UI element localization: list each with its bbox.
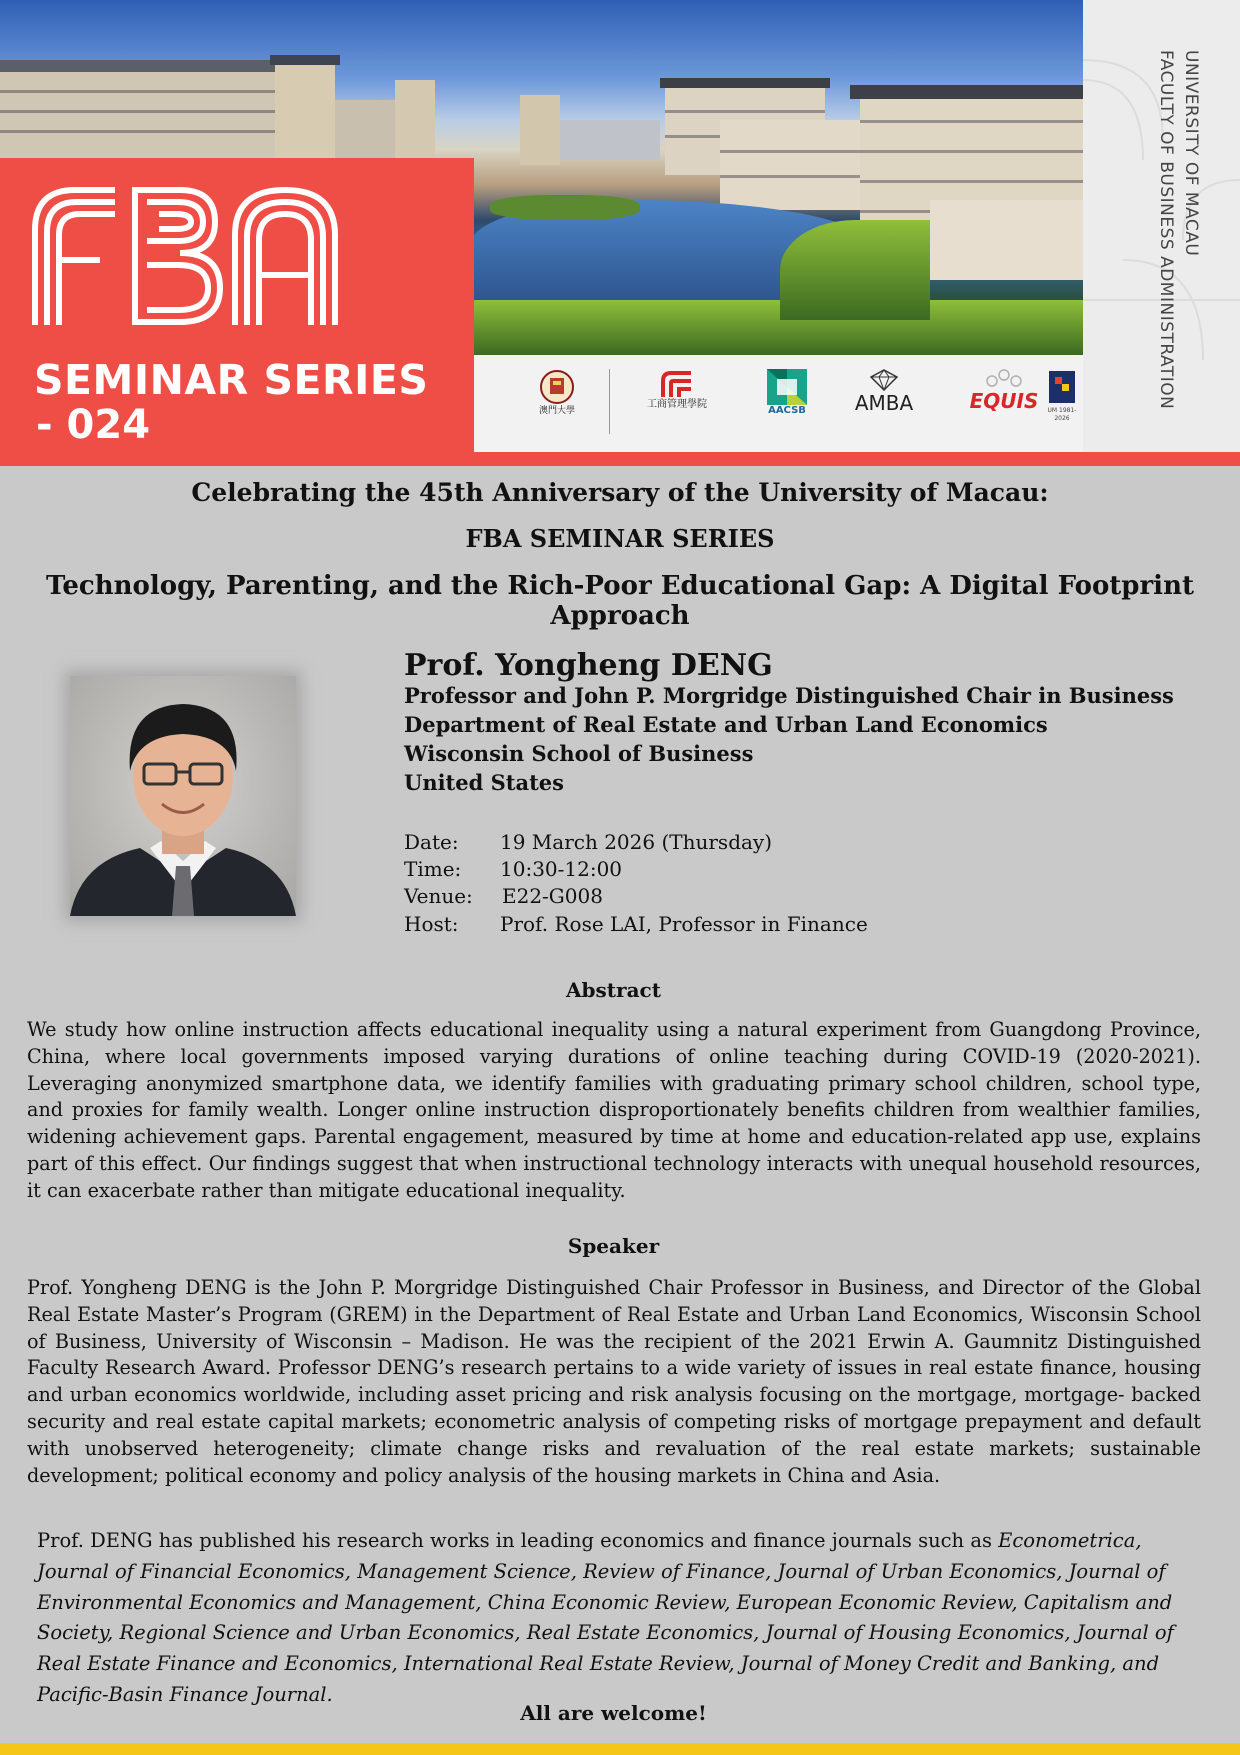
banner xyxy=(0,0,1240,466)
equis-logo: EQUIS xyxy=(949,369,1059,413)
speaker-name: Prof. Yongheng DENG xyxy=(404,648,773,683)
series-number: - 024 xyxy=(36,402,151,448)
accreditation-logo-strip xyxy=(474,355,1083,452)
um-seal-icon xyxy=(539,369,575,405)
speaker-department: Department of Real Estate and Urban Land Economics xyxy=(404,712,1048,737)
banner-red-bar xyxy=(474,452,1240,466)
um-seal-logo: 澳門大學 xyxy=(522,369,592,415)
speaker-bio: Prof. Yongheng DENG is the John P. Morgridge Distinguished Chair Professor in Business, and Director of the Global Real Estate Master’s Program (GREM) in the Department of Real Estate and Urban Land Economics, Wisconsin School of Business, University of Wisconsin – Madison. He was the recipient of the 2021 Erwin A. Gaumnitz Distinguished Faculty Research Award. Professor DENG’s research pertains to a wide variety of issues in real estate finance, housing and urban economics worldwide, including asset pricing and risk analysis focusing on the mortgage, mortgage- backed security and real estate capital markets; econometric analysis of competing risks of mortgage prepayment and default with unobserved heterogeneity; climate change risks and revaluation of the real estate markets; sustainable development; political economy and policy analysis of the housing markets in China and Asia. xyxy=(27,1276,1201,1487)
side-text-faculty: FACULTY OF BUSINESS ADMINISTRATION xyxy=(1156,50,1176,410)
um-anniversary-logo: UM 1981-2026 xyxy=(1042,369,1082,423)
venue-value: E22-G008 xyxy=(502,884,603,908)
aacsb-logo: AACSB xyxy=(757,369,817,416)
side-panel xyxy=(1083,0,1240,452)
abstract-text: We study how online instruction affects educational inequality using a natural experiment from Guangdong Province, China, where local governments imposed varying durations of online teaching during COVID-19 (2020-2021). Leveraging anonymized smartphone data, we identify families with graduating primary school children, school type, and proxies for family wealth. Longer online instruction disproportionately benefits children from wealthier families, widening achievement gaps. Parental engagement, measured by time at home and education-related app use, explains part of this effect. Our findings suggest that when instructional technology interacts with unequal household resources, it can exacerbate rather than mitigate educational inequality. xyxy=(27,1018,1201,1202)
speaker-country: United States xyxy=(404,770,564,795)
footer-yellow-bar xyxy=(0,1743,1240,1755)
host-label: Host: xyxy=(404,912,459,936)
equis-dots-icon xyxy=(984,369,1024,389)
fba-mark-icon xyxy=(659,369,695,399)
time-label: Time: xyxy=(404,857,462,881)
amba-logo: AMBA xyxy=(839,369,929,415)
series-title: SEMINAR SERIES xyxy=(34,356,429,404)
welcome-note: All are welcome! xyxy=(520,1701,707,1725)
side-text-university: UNIVERSITY OF MACAU xyxy=(1181,50,1201,257)
speaker-photo-icon xyxy=(70,676,296,916)
speaker-title: Professor and John P. Morgridge Distinguished Chair in Business xyxy=(404,683,1174,708)
anniversary-heading: Celebrating the 45th Anniversary of the University of Macau: xyxy=(191,478,1049,507)
speaker-school: Wisconsin School of Business xyxy=(404,741,754,766)
publications-journals: Econometrica, Journal of Financial Economics, Management Science, Review of Finance, Journal of Urban Economics, Journal of Environmental Economics and Management, China Economic Review, European Economic Review, Capitalism and Society, Regional Science and Urban Economics, Real Estate Economics, Journal of Housing Economics, Journal of Real Estate Finance and Economics, International Real Estate Review, Journal of Money Credit and Banking, and Pacific-Basin Finance Journal. xyxy=(37,1529,1174,1706)
aacsb-icon xyxy=(767,369,807,405)
publications-intro: Prof. DENG has published his research works in leading economics and finance journals such as xyxy=(37,1529,999,1552)
speaker-heading: Speaker xyxy=(567,1234,660,1258)
speaker-portrait xyxy=(70,676,296,916)
fba-logo xyxy=(30,185,345,325)
time-value: 10:30-12:00 xyxy=(500,857,623,881)
series-heading: FBA SEMINAR SERIES xyxy=(465,524,775,553)
seminar-title: Technology, Parenting, and the Rich-Poor Educational Gap: A Digital Footprint Approach xyxy=(46,571,1194,631)
venue-label: Venue: xyxy=(404,884,473,908)
publications-paragraph xyxy=(37,1526,1197,1711)
host-value: Prof. Rose LAI, Professor in Finance xyxy=(500,912,868,936)
amba-diamond-icon xyxy=(869,369,899,391)
abstract-heading: Abstract xyxy=(566,978,661,1002)
date-value: 19 March 2026 (Thursday) xyxy=(500,830,773,854)
anniversary-icon xyxy=(1047,369,1077,405)
date-label: Date: xyxy=(404,830,459,854)
fba-faculty-logo: 工商管理學院 xyxy=(622,369,732,409)
